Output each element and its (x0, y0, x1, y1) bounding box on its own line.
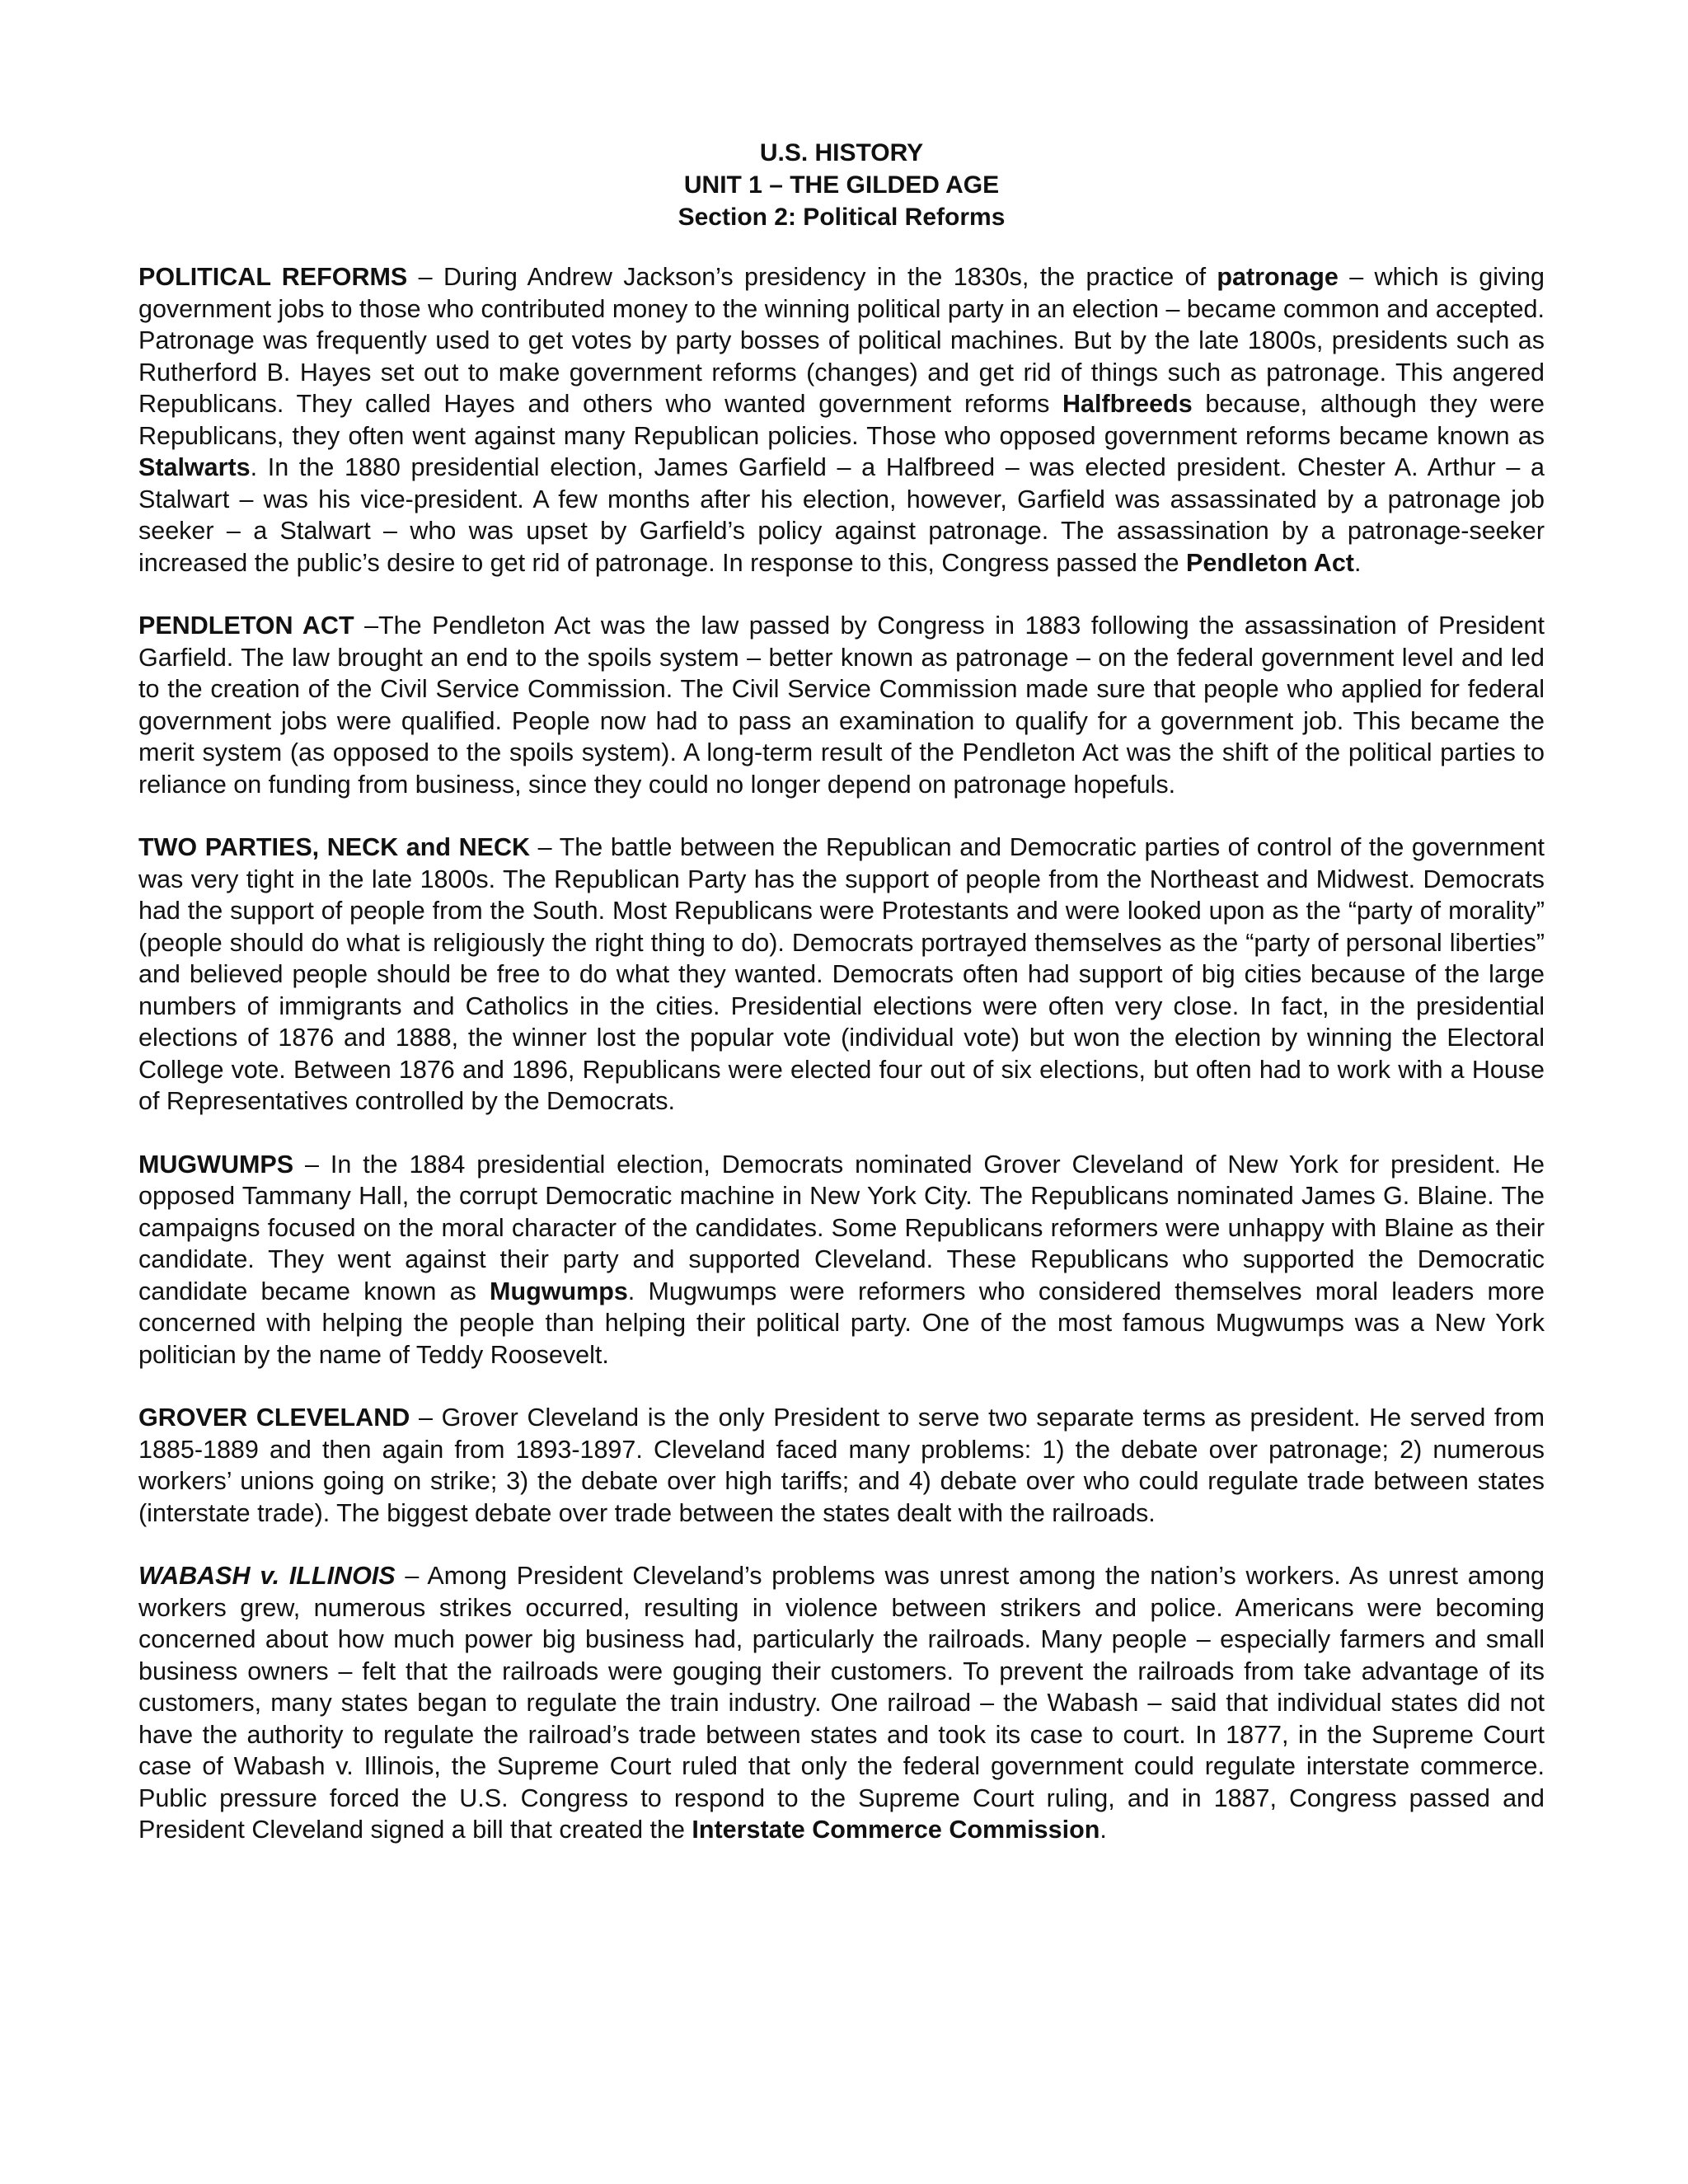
key-term: patronage (1217, 263, 1339, 291)
document-header (138, 137, 1545, 233)
section-heading: TWO PARTIES, NECK and NECK (138, 833, 531, 861)
section-paragraph (138, 832, 1545, 1118)
body-text: . Mugwumps were reformers who considered themselves moral leaders more concerned with helping the people than helping their political party. One of the most famous Mugwumps was a New York politician by the name of Teddy Roosevelt. (138, 1277, 1545, 1369)
section-heading: POLITICAL REFORMS (138, 263, 408, 291)
section-heading: MUGWUMPS (138, 1150, 294, 1179)
header-unit-title: UNIT 1 – THE GILDED AGE (683, 171, 1000, 199)
body-text: – The battle between the Republican and Democratic parties of control of the government was very tight in the late 1800s. The Republican Party has the support of people from the Northeast and Midwest. Democrats had the support of people from the South. Most Republicans were Protestants and were looked upon as the “party of morality” (people should do what is religiously the right thing to do). Democrats portrayed themselves as the “party of personal liberties” and believed people should be free to do what they wanted. Democrats often had support of big cities because of the large numbers of immigrants and Catholics in the cities. Presidential elections were often very close. In fact, in the presidential elections of 1876 and 1888, the winner lost the popular vote (individual vote) but won the election by winning the Electoral College vote. Between 1876 and 1896, Republicans were elected four out of six elections, but often had to work with a House of Representatives controlled by the Democrats. (138, 833, 1545, 1115)
body-text: because, although they were Republicans, they often went against many Republican policies. Those who opposed government reforms became known as (138, 390, 1545, 450)
body-text: –The Pendleton Act was the law passed by Congress in 1883 following the assassination of President Garfield. The law brought an end to the spoils system – better known as patronage – on the federal government level and led to the creation of the Civil Service Commission. The Civil Service Commission made sure that people who applied for federal government jobs were qualified. People now had to pass an examination to qualify for a government job. This became the merit system (as opposed to the spoils system). A long-term result of the Pendleton Act was the shift of the political parties to reliance on funding from business, since they could no longer depend on patronage hopefuls. (138, 612, 1545, 799)
body-text: – During Andrew Jackson’s presidency in the 1830s, the practice of (407, 263, 1217, 291)
body-text: – which is giving government jobs to those who contributed money to the winning political party in an election – became common and accepted. Patronage was frequently used to get votes by party bosses of political machines. But by the late 1800s, presidents such as Rutherford B. Hayes set out to make government reforms (changes) and get rid of things such as patronage. This angered Republicans. They called Hayes and others who wanted government reforms (138, 263, 1545, 418)
section-paragraph (138, 261, 1545, 579)
key-term: Halfbreeds (1062, 390, 1193, 418)
key-term: Stalwarts (138, 453, 251, 481)
header-course-title: U.S. HISTORY (759, 139, 924, 166)
body-text: – Among President Cleveland’s problems was unrest among the nation’s workers. As unrest among workers grew, numerous strikes occurred, resulting in violence between strikers and police. Americans were becoming concerned about how much power big business had, particularly the railroads. Many people – especially farmers and small business owners – felt that the railroads were gouging their customers. To prevent the railroads from take advantage of its customers, many states began to regulate the train industry. One railroad – the Wabash – said that individual states did not have the authority to regulate the railroad’s trade between states and took its case to court. In 1877, in the Supreme Court case of Wabash v. Illinois, the Supreme Court ruled that only the federal government could regulate interstate commerce. Public pressure forced the U.S. Congress to respond to the Supreme Court ruling, and in 1887, Congress passed and President Cleveland signed a bill that created the (138, 1562, 1545, 1844)
document-body (138, 261, 1545, 1846)
section-heading: PENDLETON ACT (138, 612, 354, 640)
body-text: . (1100, 1816, 1107, 1844)
section-heading: GROVER CLEVELAND (138, 1404, 410, 1432)
section-heading: WABASH v. ILLINOIS (138, 1562, 396, 1590)
key-term: Mugwumps (490, 1277, 628, 1305)
body-text: – Grover Cleveland is the only President to serve two separate terms as president. He served from 1885-1889 and then again from 1893-1897. Cleveland faced many problems: 1) the debate over patronage; 2) numerous workers’ unions going on strike; 3) the debate over high tariffs; and 4) debate over who could regulate trade between states (interstate trade). The biggest debate over trade between the states dealt with the railroads. (138, 1404, 1545, 1527)
key-term: Pendleton Act (1186, 548, 1354, 577)
body-text: – In the 1884 presidential election, Democrats nominated Grover Cleveland of New York for president. He opposed Tammany Hall, the corrupt Democratic machine in New York City. The Republicans nominated James G. Blaine. The campaigns focused on the moral character of the candidates. Some Republicans reformers were unhappy with Blaine as their candidate. They went against their party and supported Cleveland. These Republicans who supported the Democratic candidate became known as (138, 1150, 1545, 1305)
section-paragraph (138, 610, 1545, 800)
section-paragraph (138, 1560, 1545, 1846)
section-paragraph (138, 1149, 1545, 1371)
header-section-title: Section 2: Political Reforms (678, 204, 1006, 231)
document-page (138, 137, 1545, 1877)
body-text: . (1353, 548, 1362, 577)
body-text: . In the 1880 presidential election, James Garfield – a Halfbreed – was elected president. Chester A. Arthur – a Stalwart – was his vice-president. A few months after his election, however, Garfield was assassinated by a patronage job seeker – a Stalwart – who was upset by Garfield’s policy against patronage. The assassination by a patronage-seeker increased the public’s desire to get rid of patronage. In response to this, Congress passed the (138, 453, 1545, 577)
key-term: Interstate Commerce Commission (692, 1816, 1100, 1844)
section-paragraph (138, 1402, 1545, 1529)
